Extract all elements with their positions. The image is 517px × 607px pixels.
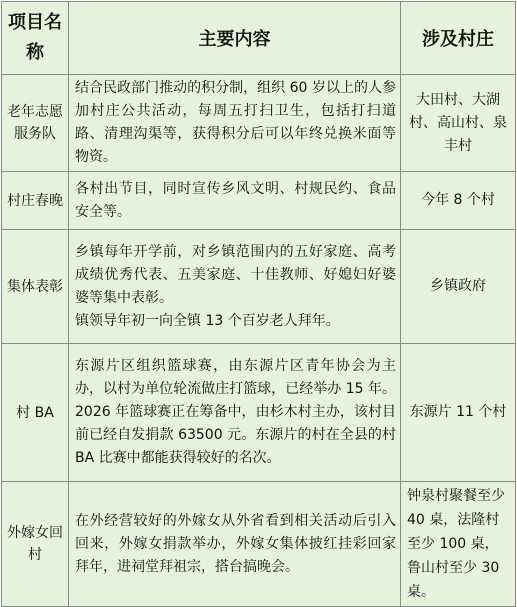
table-row <box>2 75 516 172</box>
table-row <box>2 172 516 230</box>
row-content: 在外经营较好的外嫁女从外省看到相关活动后引入回来，外嫁女捐款举办，外嫁女集体披红挂彩回家拜年，进祠堂拜祖宗，搭台搞晚会。 <box>69 482 401 607</box>
row-item-name: 村庄春晚 <box>2 172 69 230</box>
activities-table <box>1 1 516 607</box>
table-row <box>2 482 516 607</box>
header-main-content: 主要内容 <box>69 2 401 75</box>
row-item-name: 外嫁女回村 <box>2 482 69 607</box>
header-villages: 涉及村庄 <box>401 2 516 75</box>
row-content: 东源片区组织篮球赛，由东源片区青年协会为主办，以村为单位轮流做庄打篮球，已经举办 15 年。2026 年篮球赛正在筹备中，由杉木村主办，该村目前已经自发捐款 63500 元。东源片的村在全县的村 BA 比赛中都能获得较好的名次。 <box>69 344 401 482</box>
row-item-name: 老年志愿服务队 <box>2 75 69 172</box>
row-content-paragraph: 镇领导年初一向全镇 13 个百岁老人拜年。 <box>75 312 340 329</box>
table-row <box>2 344 516 482</box>
row-item-name: 集体表彰 <box>2 230 69 344</box>
row-villages: 今年 8 个村 <box>401 172 516 230</box>
row-villages: 大田村、大湖村、高山村、泉丰村 <box>401 75 516 172</box>
header-item-name: 项目名称 <box>2 2 69 75</box>
row-villages: 东源片 11 个村 <box>401 344 516 482</box>
row-villages: 钟泉村聚餐至少 40 桌，法隆村至少 100 桌，鲁山村至少 30 桌。 <box>401 482 516 607</box>
row-content <box>69 230 401 344</box>
row-content: 结合民政部门推动的积分制，组织 60 岁以上的人参加村庄公共活动，每周五打扫卫生，包括打扫道路、清理沟渠等，获得积分后可以年终兑换米面等物资。 <box>69 75 401 172</box>
row-content: 各村出节目，同时宣传乡风文明、村规民约、食品安全等。 <box>69 172 401 230</box>
row-villages: 乡镇政府 <box>401 230 516 344</box>
table-row <box>2 230 516 344</box>
row-item-name: 村 BA <box>2 344 69 482</box>
row-content-paragraph: 乡镇每年开学前，对乡镇范围内的五好家庭、高考成绩优秀代表、五美家庭、十佳教师、好媳妇好婆婆等集中表彰。 <box>75 243 396 306</box>
header-row <box>2 2 516 75</box>
